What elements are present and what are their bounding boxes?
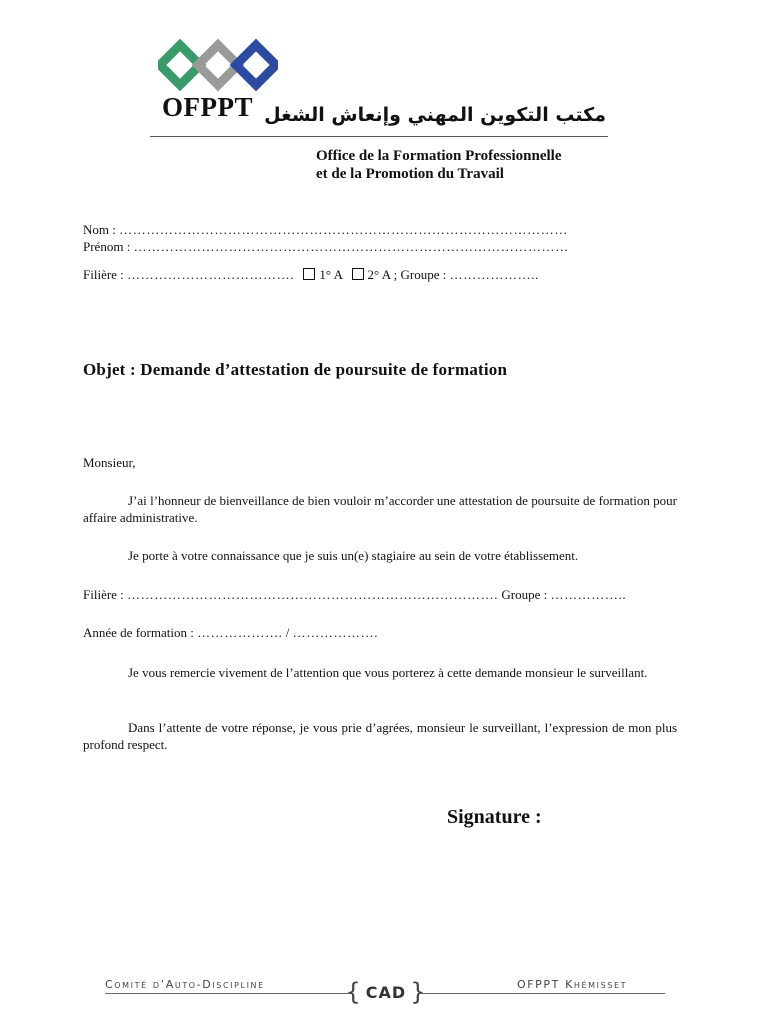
annee-dots-1[interactable]: ………………. bbox=[197, 625, 283, 640]
option-2a-checkbox[interactable] bbox=[352, 268, 364, 280]
footer-right-text: OFPPT Khémisset bbox=[517, 978, 628, 991]
option-1a-label: 1° A bbox=[319, 267, 343, 282]
annee-separator: / bbox=[285, 625, 290, 640]
footer-divider-left bbox=[105, 993, 351, 994]
salutation: Monsieur, bbox=[83, 455, 136, 470]
prenom-dots[interactable]: …………………………………………………………………………………… bbox=[133, 239, 569, 254]
option-2a-label: 2° A ; bbox=[367, 267, 398, 282]
filiere-label: Filière : bbox=[83, 267, 124, 282]
subject-heading: Objet : Demande d’attestation de poursuite de formation bbox=[83, 360, 508, 379]
body-filiere-dots[interactable]: ………………………………………………………………………. bbox=[127, 587, 499, 602]
footer-left-text: Comité d’Auto-Discipline bbox=[105, 978, 265, 991]
signature-label: Signature : bbox=[447, 806, 542, 828]
logo-text: OFPPT bbox=[162, 92, 253, 122]
footer-center-text: CAD bbox=[365, 982, 407, 1002]
arabic-org-name: مكتب التكوين المهني وإنعاش الشغل bbox=[264, 104, 606, 126]
paragraph-request: J’ai l’honneur de bienveillance de bien vouloir m’accorder une attestation de poursuite de formation pour affaire administrative. bbox=[83, 493, 677, 525]
ofppt-logo-icon bbox=[158, 38, 278, 92]
groupe-label: Groupe : bbox=[400, 267, 447, 282]
prenom-label: Prénom : bbox=[83, 239, 131, 254]
nom-dots[interactable]: ……………………………………………………………………………………… bbox=[119, 222, 568, 237]
paragraph-stagiaire: Je porte à votre connaissance que je suis un(e) stagiaire au sein de votre établissement. bbox=[128, 548, 579, 563]
brace-left-icon: { bbox=[345, 978, 362, 1006]
nom-label: Nom : bbox=[83, 222, 116, 237]
org-name-line2: et de la Promotion du Travail bbox=[316, 166, 504, 182]
annee-label: Année de formation : bbox=[83, 625, 194, 640]
body-groupe-label: Groupe : bbox=[501, 587, 548, 602]
annee-dots-2[interactable]: ………………. bbox=[292, 625, 379, 640]
header-divider bbox=[150, 136, 608, 137]
body-filiere-field[interactable] bbox=[83, 587, 626, 603]
brace-right-icon: } bbox=[410, 978, 427, 1006]
filiere-field[interactable] bbox=[83, 267, 539, 283]
groupe-dots[interactable]: ……………….. bbox=[449, 267, 539, 282]
footer-divider-right bbox=[420, 993, 665, 994]
org-name bbox=[316, 147, 562, 183]
nom-field[interactable] bbox=[83, 222, 568, 238]
body-filiere-label: Filière : bbox=[83, 587, 124, 602]
option-1a-checkbox[interactable] bbox=[303, 268, 315, 280]
org-name-line1: Office de la Formation Professionnelle bbox=[316, 148, 562, 164]
body-groupe-dots[interactable]: …………….. bbox=[550, 587, 627, 602]
paragraph-thanks: Je vous remercie vivement de l’attention que vous porterez à cette demande monsieur le surveillant. bbox=[128, 665, 648, 680]
filiere-dots[interactable]: ………………………………. bbox=[127, 267, 295, 282]
footer-cad-badge bbox=[345, 978, 427, 1006]
paragraph-closing: Dans l’attente de votre réponse, je vous prie d’agrées, monsieur le surveillant, l’expression de mon plus profond respect. bbox=[83, 720, 677, 752]
annee-field[interactable] bbox=[83, 625, 378, 641]
prenom-field[interactable] bbox=[83, 239, 569, 255]
